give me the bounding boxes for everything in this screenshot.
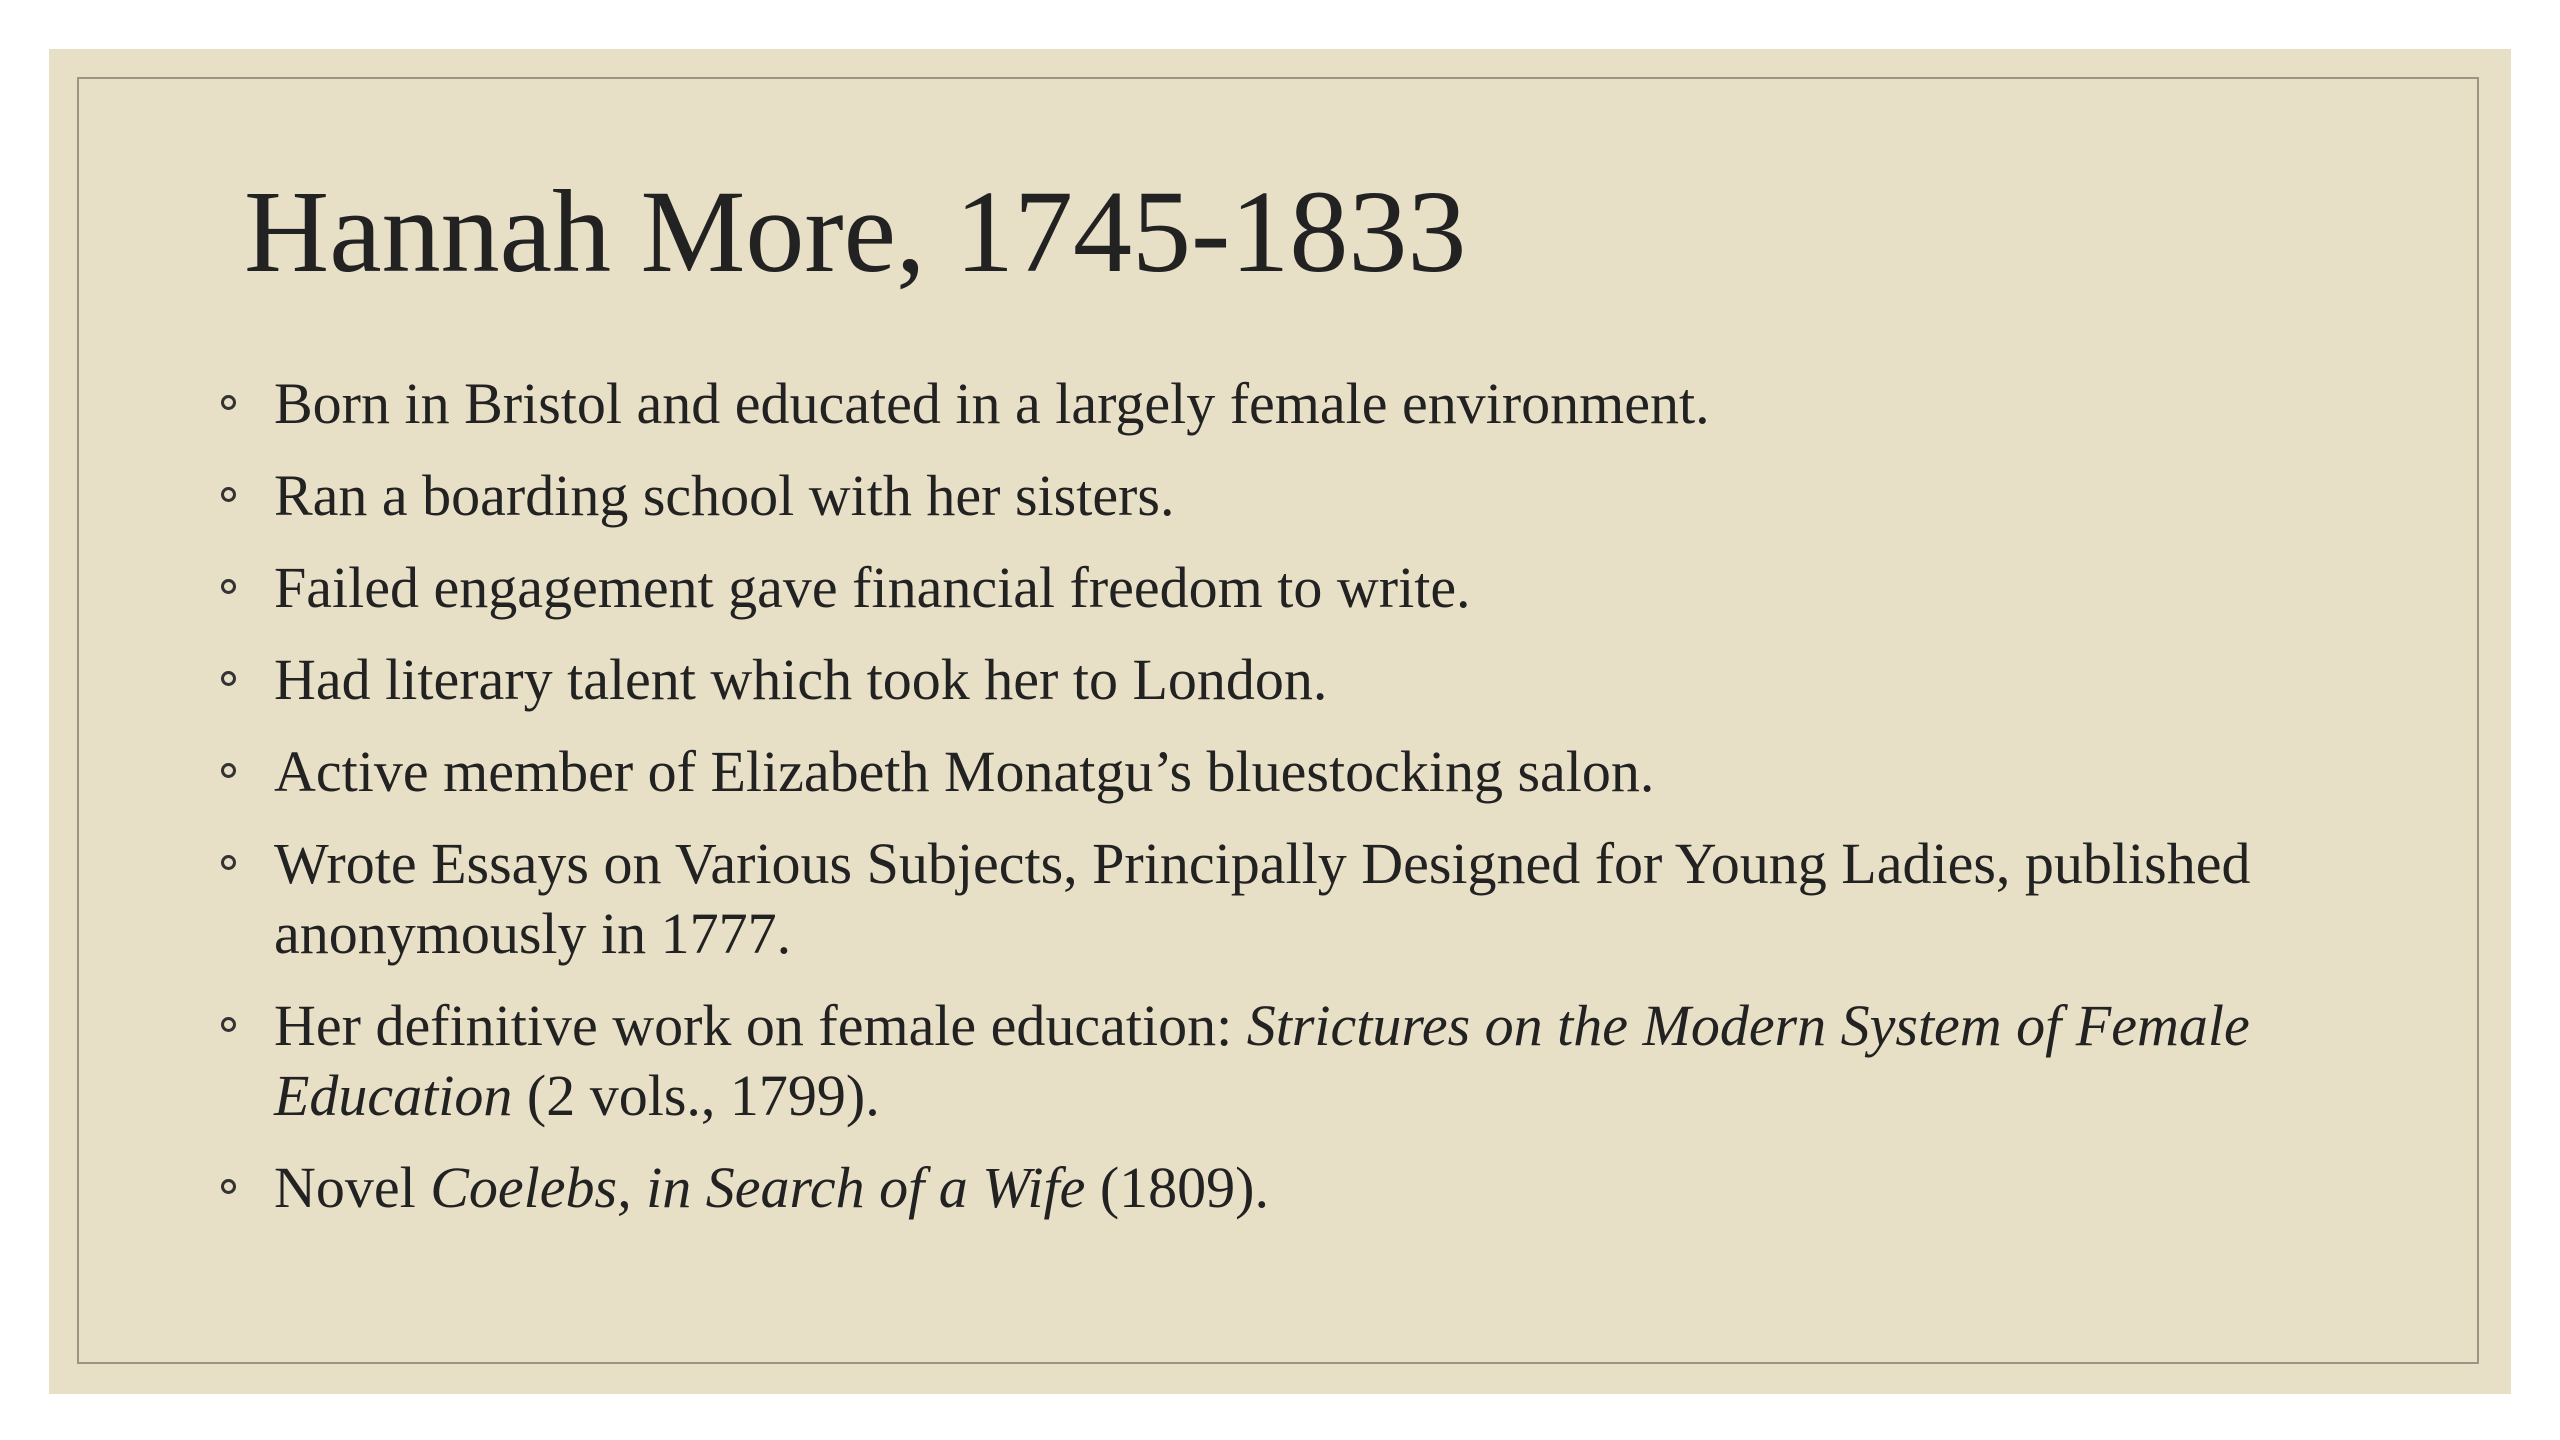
- bullet-text: Failed engagement gave financial freedom to write.: [274, 555, 1471, 620]
- hollow-circle-icon: [221, 855, 236, 870]
- hollow-circle-icon: [221, 487, 236, 502]
- book-title: Coelebs, in Search of a Wife: [430, 1155, 1086, 1220]
- bullet-text-suffix: (1809).: [1085, 1155, 1269, 1220]
- slide-title: Hannah More, 1745-1833: [244, 166, 1467, 297]
- bullet-text: Active member of Elizabeth Monatgu’s bluestocking salon.: [274, 739, 1655, 804]
- bullet-text: Ran a boarding school with her sisters.: [274, 463, 1175, 528]
- book-title: Strictures on the Modern System of Female Education: [274, 993, 2250, 1128]
- bullet-text: Wrote Essays on Various Subjects, Principally Designed for Young Ladies, published anonymously in 1777.: [274, 831, 2251, 966]
- bullet-text-prefix: Novel: [274, 1155, 431, 1220]
- slide: [49, 49, 2511, 1394]
- hollow-circle-icon: [221, 1017, 236, 1032]
- bullet-item: [221, 737, 2401, 807]
- bullet-item: [221, 1153, 2401, 1223]
- bullet-text-prefix: Her definitive work on female education:: [274, 993, 1247, 1058]
- hollow-circle-icon: [221, 671, 236, 686]
- hollow-circle-icon: [221, 763, 236, 778]
- bullet-list: [221, 369, 2401, 1245]
- hollow-circle-icon: [221, 579, 236, 594]
- bullet-item: [221, 461, 2401, 531]
- bullet-text-suffix: (2 vols., 1799).: [512, 1063, 880, 1128]
- bullet-item: [221, 829, 2401, 969]
- bullet-text: Had literary talent which took her to London.: [274, 647, 1328, 712]
- bullet-text: Born in Bristol and educated in a largely female environment.: [274, 371, 1710, 436]
- hollow-circle-icon: [221, 1179, 236, 1194]
- bullet-item: [221, 553, 2401, 623]
- bullet-item: [221, 369, 2401, 439]
- bullet-item: [221, 645, 2401, 715]
- hollow-circle-icon: [221, 395, 236, 410]
- bullet-item: [221, 991, 2401, 1131]
